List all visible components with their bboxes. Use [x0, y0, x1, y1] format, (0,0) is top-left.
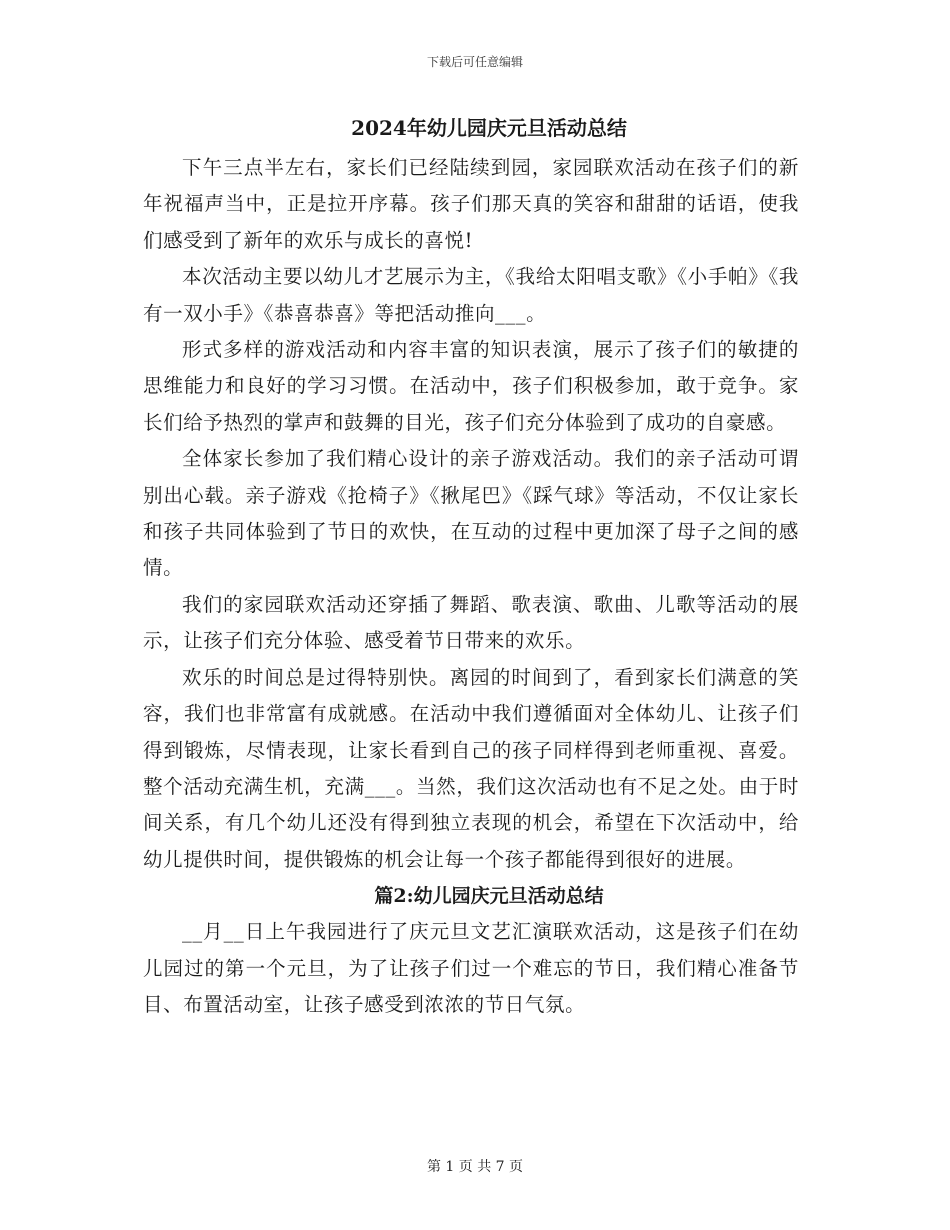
paragraph: 形式多样的游戏活动和内容丰富的知识表演，展示了孩子们的敏捷的思维能力和良好的学习习惯。在活动中，孩子们积极参加，敢于竞争。家长们给予热烈的掌声和鼓舞的目光，孩子们充分体验到了成功的自豪感。 — [143, 338, 799, 434]
section-title: 篇2:幼儿园庆元旦活动总结 — [374, 885, 604, 908]
header-note: 下载后可任意编辑 — [426, 55, 523, 69]
paragraph: 本次活动主要以幼儿才艺展示为主，《我给太阳唱支歌》《小手帕》《我有一双小手》《恭喜恭喜》等把活动推向___。 — [143, 265, 799, 325]
document-body — [143, 112, 799, 1023]
paragraph: 我们的家园联欢活动还穿插了舞蹈、歌表演、歌曲、儿歌等活动的展示，让孩子们充分体验、感受着节日带来的欢乐。 — [143, 592, 799, 653]
paragraph: 全体家长参加了我们精心设计的亲子游戏活动。我们的亲子活动可谓别出心载。亲子游戏《抢椅子》《揪尾巴》《踩气球》等活动，不仅让家长和孩子共同体验到了节日的欢快，在互动的过程中更加深了母子之间的感情。 — [143, 447, 799, 580]
paragraph: 下午三点半左右，家长们已经陆续到园，家园联欢活动在孩子们的新年祝福声当中，正是拉开序幕。孩子们那天真的笑容和甜甜的话语，使我们感受到了新年的欢乐与成长的喜悦! — [143, 156, 799, 252]
paragraph: 欢乐的时间总是过得特别快。离园的时间到了，看到家长们满意的笑容，我们也非常富有成就感。在活动中我们遵循面对全体幼儿、让孩子们得到锻炼，尽情表现，让家长看到自己的孩子同样得到老师重视、喜爱。整个活动充满生机，充满___。当然，我们这次活动也有不足之处。由于时间关系，有几个幼儿还没有得到独立表现的机会，希望在下次活动中，给幼儿提供时间，提供锻炼的机会让每一个孩子都能得到很好的进展。 — [143, 665, 799, 871]
paragraph: __月__日上午我园进行了庆元旦文艺汇演联欢活动，这是孩子们在幼儿园过的第一个元旦，为了让孩子们过一个难忘的节日，我们精心准备节目、布置活动室，让孩子感受到浓浓的节日气氛。 — [143, 920, 799, 1016]
document-title: 2024年幼儿园庆元旦活动总结 — [351, 116, 627, 140]
page-number: 第 1 页 共 7 页 — [426, 1159, 524, 1175]
